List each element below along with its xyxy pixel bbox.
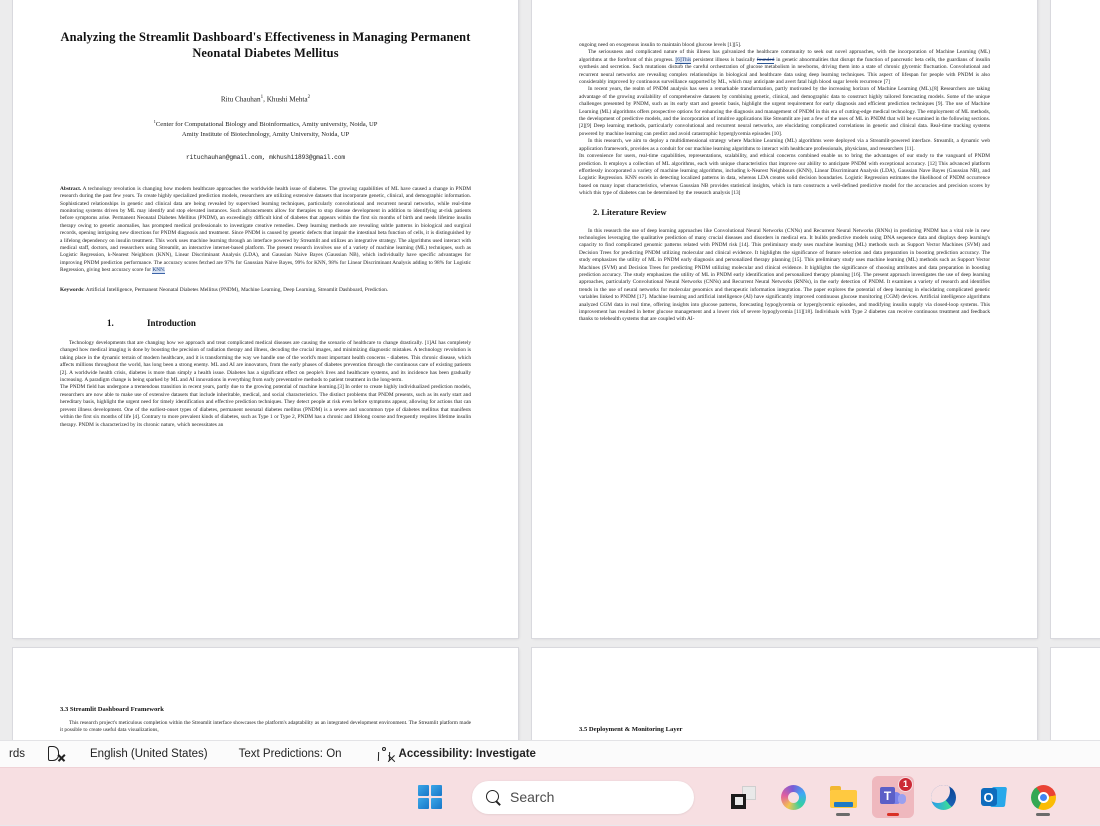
page2-para1-part-b: persistent illness is basically bbox=[691, 56, 757, 63]
word-count-label: rds bbox=[9, 748, 25, 760]
subsection-3-3-body: This research project's meticulous completion within the Streamlit interface showcases the platform's adaptability as an integrated development environment. The Streamlit platform made it possible to create useful data visualizations, bbox=[60, 720, 471, 734]
intro-paragraph-2: The PNDM field has undergone a tremendous transition in recent years, partly due to the growing potential of machine learning.[3] In order to create highly individualized prediction models, researchers are now able to make use of extensive datasets that include inheritable, medical, and social characteristics. The distinct problems that PNDM presents, such as its early start and hereditary basis, highlight the urgent need for timely identification and effective prediction techniques. They detect people at risk even before symptoms appear, allowing for actions that can prevent illness development. One of the earliest-onset types of diabetes, permanent neonatal diabetes mellitus (PNDM) is a severe and uncommon type of diabetes mellitus that manifests within the first six months of life [4]. Contrary to more prevalent kinds of diabetes, such as Type 1 or Type 2, PNDM has a chronic and lifelong course and frequently requires lifetime insulin therapy. PNDM is characterized by its chronic nature, which necessitates an bbox=[60, 384, 471, 428]
taskbar-app-microsoft-edge[interactable] bbox=[922, 776, 964, 818]
document-page-1[interactable] bbox=[13, 0, 518, 638]
copilot-icon bbox=[781, 785, 806, 810]
document-page-2[interactable] bbox=[532, 0, 1037, 638]
author-emails: rituchauhan@gmail.com, mkhushi1893@gmail.com bbox=[186, 153, 345, 161]
affiliation-1 bbox=[60, 117, 471, 130]
language-label: English (United States) bbox=[90, 748, 208, 760]
file-explorer-icon bbox=[830, 786, 857, 808]
taskbar-search-input[interactable] bbox=[472, 781, 694, 814]
taskbar-app-google-chrome[interactable] bbox=[1022, 776, 1064, 818]
accessibility-status[interactable] bbox=[351, 741, 545, 767]
search-placeholder: Search bbox=[510, 789, 555, 805]
document-page-4[interactable] bbox=[13, 648, 518, 740]
text-predictions-label: Text Predictions: On bbox=[238, 748, 342, 760]
taskbar-app-task-view[interactable] bbox=[722, 776, 764, 818]
document-page-5[interactable] bbox=[532, 648, 1037, 740]
keywords-label: Keywords bbox=[60, 286, 84, 293]
accessibility-label: Accessibility: Investigate bbox=[398, 748, 536, 760]
proofing-language-icon bbox=[48, 746, 65, 762]
page2-paragraph-2: In recent years, the realm of PNDM analysis has seen a remarkable transformation, partly motivated by the increasing horizon of Machine Learning (ML).[8] Researchers are taking advantage of the growing availability of comprehensive datasets by combining genetic, clinical, and demographic data to construct highly tailored forecasting models. Some of the unique challenges presented by PNDM, such as its early start and genetic basis, highlight the urgent requirement for early diagnosis and efficient prediction techniques [9]. The use of Machine Learning (ML) algorithms offers prospective options for enhancing the diagnosis and management of PNDM in this era of cutting-edge medical technology. The employment of ML methods, the development of predictive models, and the incorporation of intuitive applications like Streamlit are just a few of the uses of ML in PNDM that will be examined in the following sections.[2][9] Deep learning methods, particularly convolutional and recurrent neural networks, are elucidating complicated correlations in genetic and clinical data. Real-time tracking systems powered by machine learning can predict and avoid catastrophic hyperglycemia episodes [10]. bbox=[579, 86, 990, 137]
document-page-6[interactable] bbox=[1051, 648, 1100, 740]
affiliation-2: Amity Institute of Biotechnology, Amity University, Noida, UP bbox=[181, 131, 350, 139]
active-indicator bbox=[887, 813, 899, 816]
author-1-name: Ritu Chauhan bbox=[220, 95, 261, 104]
paper-title: Analyzing the Streamlit Dashboard's Effectiveness in Managing Permanent Neonatal Diabetes Mellitus bbox=[60, 30, 471, 60]
language-status[interactable] bbox=[74, 741, 217, 767]
author-2-name: , Khushi Mehta bbox=[263, 95, 308, 104]
section-1-heading bbox=[60, 318, 471, 328]
section-2-heading: 2. Literature Review bbox=[593, 207, 667, 217]
tracked-insertion[interactable]: [6]This bbox=[675, 56, 692, 63]
teams-letter: T bbox=[880, 787, 895, 804]
taskbar-app-file-explorer[interactable] bbox=[822, 776, 864, 818]
section-1-title: Introduction bbox=[147, 318, 196, 329]
edge-icon bbox=[931, 785, 956, 810]
affiliation-1-superscript: 1 bbox=[153, 119, 156, 125]
taskbar-app-outlook[interactable] bbox=[972, 776, 1014, 818]
subsection-3-5-heading: 3.5 Deployment & Monitoring Layer bbox=[579, 726, 683, 733]
page2-para1-part-a: The seriousness and complicated nature of this illness has galvanized the healthcare community to seek out novel approaches, with the incorporation of Machine Learning (ML) algorithms at the forefront of this progress. bbox=[579, 49, 990, 63]
affiliation-1-text: Center for Computational Biology and Bioinformatics, Amity university, Noida, UP bbox=[155, 121, 378, 129]
search-icon bbox=[486, 790, 501, 805]
intro-paragraph-1: Technology developments that are changing how we approach and treat complicated medical diseases are causing the scenario of healthcare to change drastically. [1]AI has completely changed how medical imaging is done by boosting the precision of radiation therapy and illness, decoding the crucial images, and minimizing diagnostic mistakes. A technology revolution is taking place in the dynamic terrain of modern healthcare, and it is transforming the way we handle one of the world's most important health concerns - diabetes. This chronic disease, which affects millions throughout the world, has long been a strong enemy. ML and AI are innovators, from the early phases of diabetes prevention through the continuous care of existing patients [2]. A worldwide health crisis, diabetes is more than simply a health issue. Diabetes has a significant effect on people's lives and healthcare systems, and its incidence has been gradually increasing. A paradigm change is being sparked by ML and AI innovations in everything from early preventative methods to patient treatment in the long-term. bbox=[60, 340, 471, 384]
abstract-paragraph bbox=[60, 186, 471, 275]
abstract-label: Abstract. bbox=[60, 185, 82, 192]
chrome-icon bbox=[1031, 785, 1056, 810]
page2-continuation-line: ongoing need on exogenous insulin to maintain blood glucose levels [1][5]. bbox=[579, 42, 742, 48]
author-1-superscript: 1 bbox=[260, 95, 264, 100]
section-1-number: 1. bbox=[107, 318, 114, 329]
keywords-body: : Artificial Intelligence, Permanent Neonatal Diabetes Mellitus (PNDM), Machine Learning, Deep Learning, Streamlit Dashboard, Prediction. bbox=[83, 286, 389, 293]
page2-paragraph-4: Its convenience for users, real-time capabilities, representations, scalability, and ethical concerns combined enable us to bring the advantages of our study to the vanguard of PNDM prediction. It employs a collection of ML algorithms, each with unique characteristics that improve our ability to anticipate PNDM with exceptional accuracy. [12] This advanced platform effortlessly incorporated a variety of machine learning algorithms, including k-Nearest Neighbours (KNN), Linear Discriminant Analysis (LDA), Gaussian Nave Bayes (Gaussian NB), and Logistic Regression. KNN excels in detecting localized patterns in data, whereas LDA creates solid decision boundaries. Logistic Regression estimates the likelihood of PNDM occurrence based on many input characteristics, whereas Gaussian NB provides statistical insights, which in turn constructs a well-defined predictive model for the accuracies and precision scores by which this type of diabetes can be determined by the research analysis [13] bbox=[579, 153, 990, 197]
author-2-superscript: 2 bbox=[307, 95, 311, 100]
document-page-3[interactable] bbox=[1051, 0, 1100, 638]
accessibility-icon bbox=[377, 747, 393, 762]
proofing-language-button[interactable] bbox=[34, 741, 74, 767]
running-indicator bbox=[1036, 813, 1050, 816]
abstract-flagged-word[interactable]: KNN. bbox=[152, 267, 166, 274]
windows-taskbar bbox=[0, 767, 1100, 825]
page2-para1-part-c: in genetic abnormalities that disrupt the function of pancreatic beta cells, the guardians of insulin synthesis and secretion. Such mutations disturb the careful orchestration of glucose metabolism in newborns, driving them into a state of chronic glycemic fluctuation. Convolutional and recurrent neural networks are revealing complex relationships in biological and healthcare data using deep learning techniques. This aspect of lifespan for people with PNDM is also considerably improved by continuous surveillance supported by ML, which may anticipate and avert fatal high blood sugar levels recurrence [7] bbox=[579, 56, 991, 86]
running-indicator bbox=[836, 813, 850, 816]
literature-review-paragraph: In this research the use of deep learning approaches like Convolutional Neural Networks (CNNs) and Recurrent Neural Networks (RNNs) in predicting PNDM has a vital role in new technologies leveraging the qualitative prediction of many crucial diseases and disorders in medical era. It builds predictive models using DNA sequence data and displays deep learning's capacity to find complicated genomic patterns related with PNDM risk [14]. This preliminary study uses machine learning (ML) methods such as Support Vector Machines (SVM) and Decision Trees for predicting PNDM utilizing molecular and clinical evidence. It highlights the significance of feature selection and data preparation in boosting prediction accuracy. The study emphasizes the utility of ML in PNDM early diagnosis and personalized therapy planning [15]. This preliminary study uses machine learning (ML) methods such as Support Vector Machines (SVM) and Decision Trees for predicting PNDM utilizing molecular and clinical evidence. It highlights the significance of choosing attributes and data preparation in boosting prediction accuracy. The study emphasizes the utility of ML in PNDM early identification and personalized therapy planning [16]. The present approach investigates the use of deep learning approaches, particularly Convolutional Neural Networks (CNNs) and Recurrent Neural Networks (RNNs), in the early detection of PNDM. It examines a variety of research and identifies trends in the use of neural networks for molecular genomics and therapeutic information integration. The paper explores the potential of deep learning in elucidating complicated genetic variables linked to PNDM [17]. Machine learning and artificial intelligence (AI) have significantly improved continuous glucose monitoring (CGM) devices. Artificial intelligence algorithms analyzed CGM data in real time, offering insights into glucose patterns, forecasting hypoglycemia or hyperglycemic episodes, and modifying insulin supply via closed-loop systems. This improvement has resulted in better glucose management and a lower risk of severe hypoglycemia [11][18]. Individuals with Type 2 diabetes can receive continuous treatment and feedback thanks to telehealth systems that are coupled with AI- bbox=[579, 227, 990, 323]
tracked-deletion[interactable]: founded bbox=[756, 56, 775, 63]
word-status-bar bbox=[0, 740, 1100, 767]
windows-start-icon[interactable] bbox=[418, 785, 442, 809]
taskbar-app-copilot[interactable] bbox=[772, 776, 814, 818]
outlook-icon bbox=[981, 786, 1006, 808]
taskbar-app-microsoft-teams[interactable] bbox=[872, 776, 914, 818]
teams-notification-badge: 1 bbox=[898, 777, 913, 792]
subsection-3-3-heading: 3.3 Streamlit Dashboard Framework bbox=[60, 706, 164, 713]
task-view-icon bbox=[731, 786, 756, 809]
page2-paragraph-1 bbox=[579, 49, 990, 86]
text-predictions-status[interactable] bbox=[217, 741, 351, 767]
paper-authors bbox=[60, 93, 471, 104]
word-count-status[interactable] bbox=[0, 741, 34, 767]
abstract-body: A technology revolution is changing how modern healthcare approaches the worldwide health issue of diabetes. The growing capabilities of ML have caused a change in PNDM research during the past few years. To create highly specialized prediction models, researchers are utilizing extensive datasets that incorporate genetic, clinical, and demographic information. Sophisticated relationships in genetic and clinical data are being revealed by supervised learning techniques, particularly convolutional and recurrent neural networks, while real-time monitoring systems driven by ML may identify and stop elevated instances. Such advancements allow for therapies to stop disease development in addition to identifying at-risk patients before symptoms arise. Permanent Neonatal Diabetes Mellitus (PNDM), an exceedingly difficult kind of diabetes that appears within the first six months of birth and needs lifetime insulin therapy owing to genetic anomalies, has prompted medical professionals to investigate creative remedies. Deep learning methods are revealing subtle patterns in biological and surgical records, opening intriguing new directions for PNDM diagnosis and treatment. Since PNDM is caused by genetic defects that impair the intestinal beta function of cells, it is distinguished by a lifelong dependency on insulin treatment. This work uses machine learning through an interface powered by Streamlit and utilizes an integrative strategy. The algorithms used interact with medical staff, doctors, and researchers using Streamlit, an interactive internet-based platform. The present research involves use of a variety of machine learning (ML) techniques, such as Logistic Regression, k-Nearest Neighbors (KNN), Linear Discriminant Analysis (LDA), and Gaussian Naive Bayes (Gaussian NB), which individually have specific advantages for improving PNDM prediction performance. The accuracy scores fetched are 97% for Gaussian Naive Bayes, 99% for KNN, 98% for Linear Discriminant Analysis adding to 98% for Logistic Regression, giving best accuracy score for bbox=[60, 185, 471, 274]
outlook-letter: O bbox=[981, 788, 997, 806]
page2-paragraph-3: In this research, we aim to deploy a multidimensional strategy where Machine Learning (ML) algorithms were deployed via a Streamlit-powered interface. Streamlit, a dynamic web application framework, provides as a conduit for our machine learning algorithms to interact with healthcare professionals, physicians, and researchers [11]. bbox=[579, 138, 990, 152]
keywords-paragraph bbox=[60, 287, 471, 294]
